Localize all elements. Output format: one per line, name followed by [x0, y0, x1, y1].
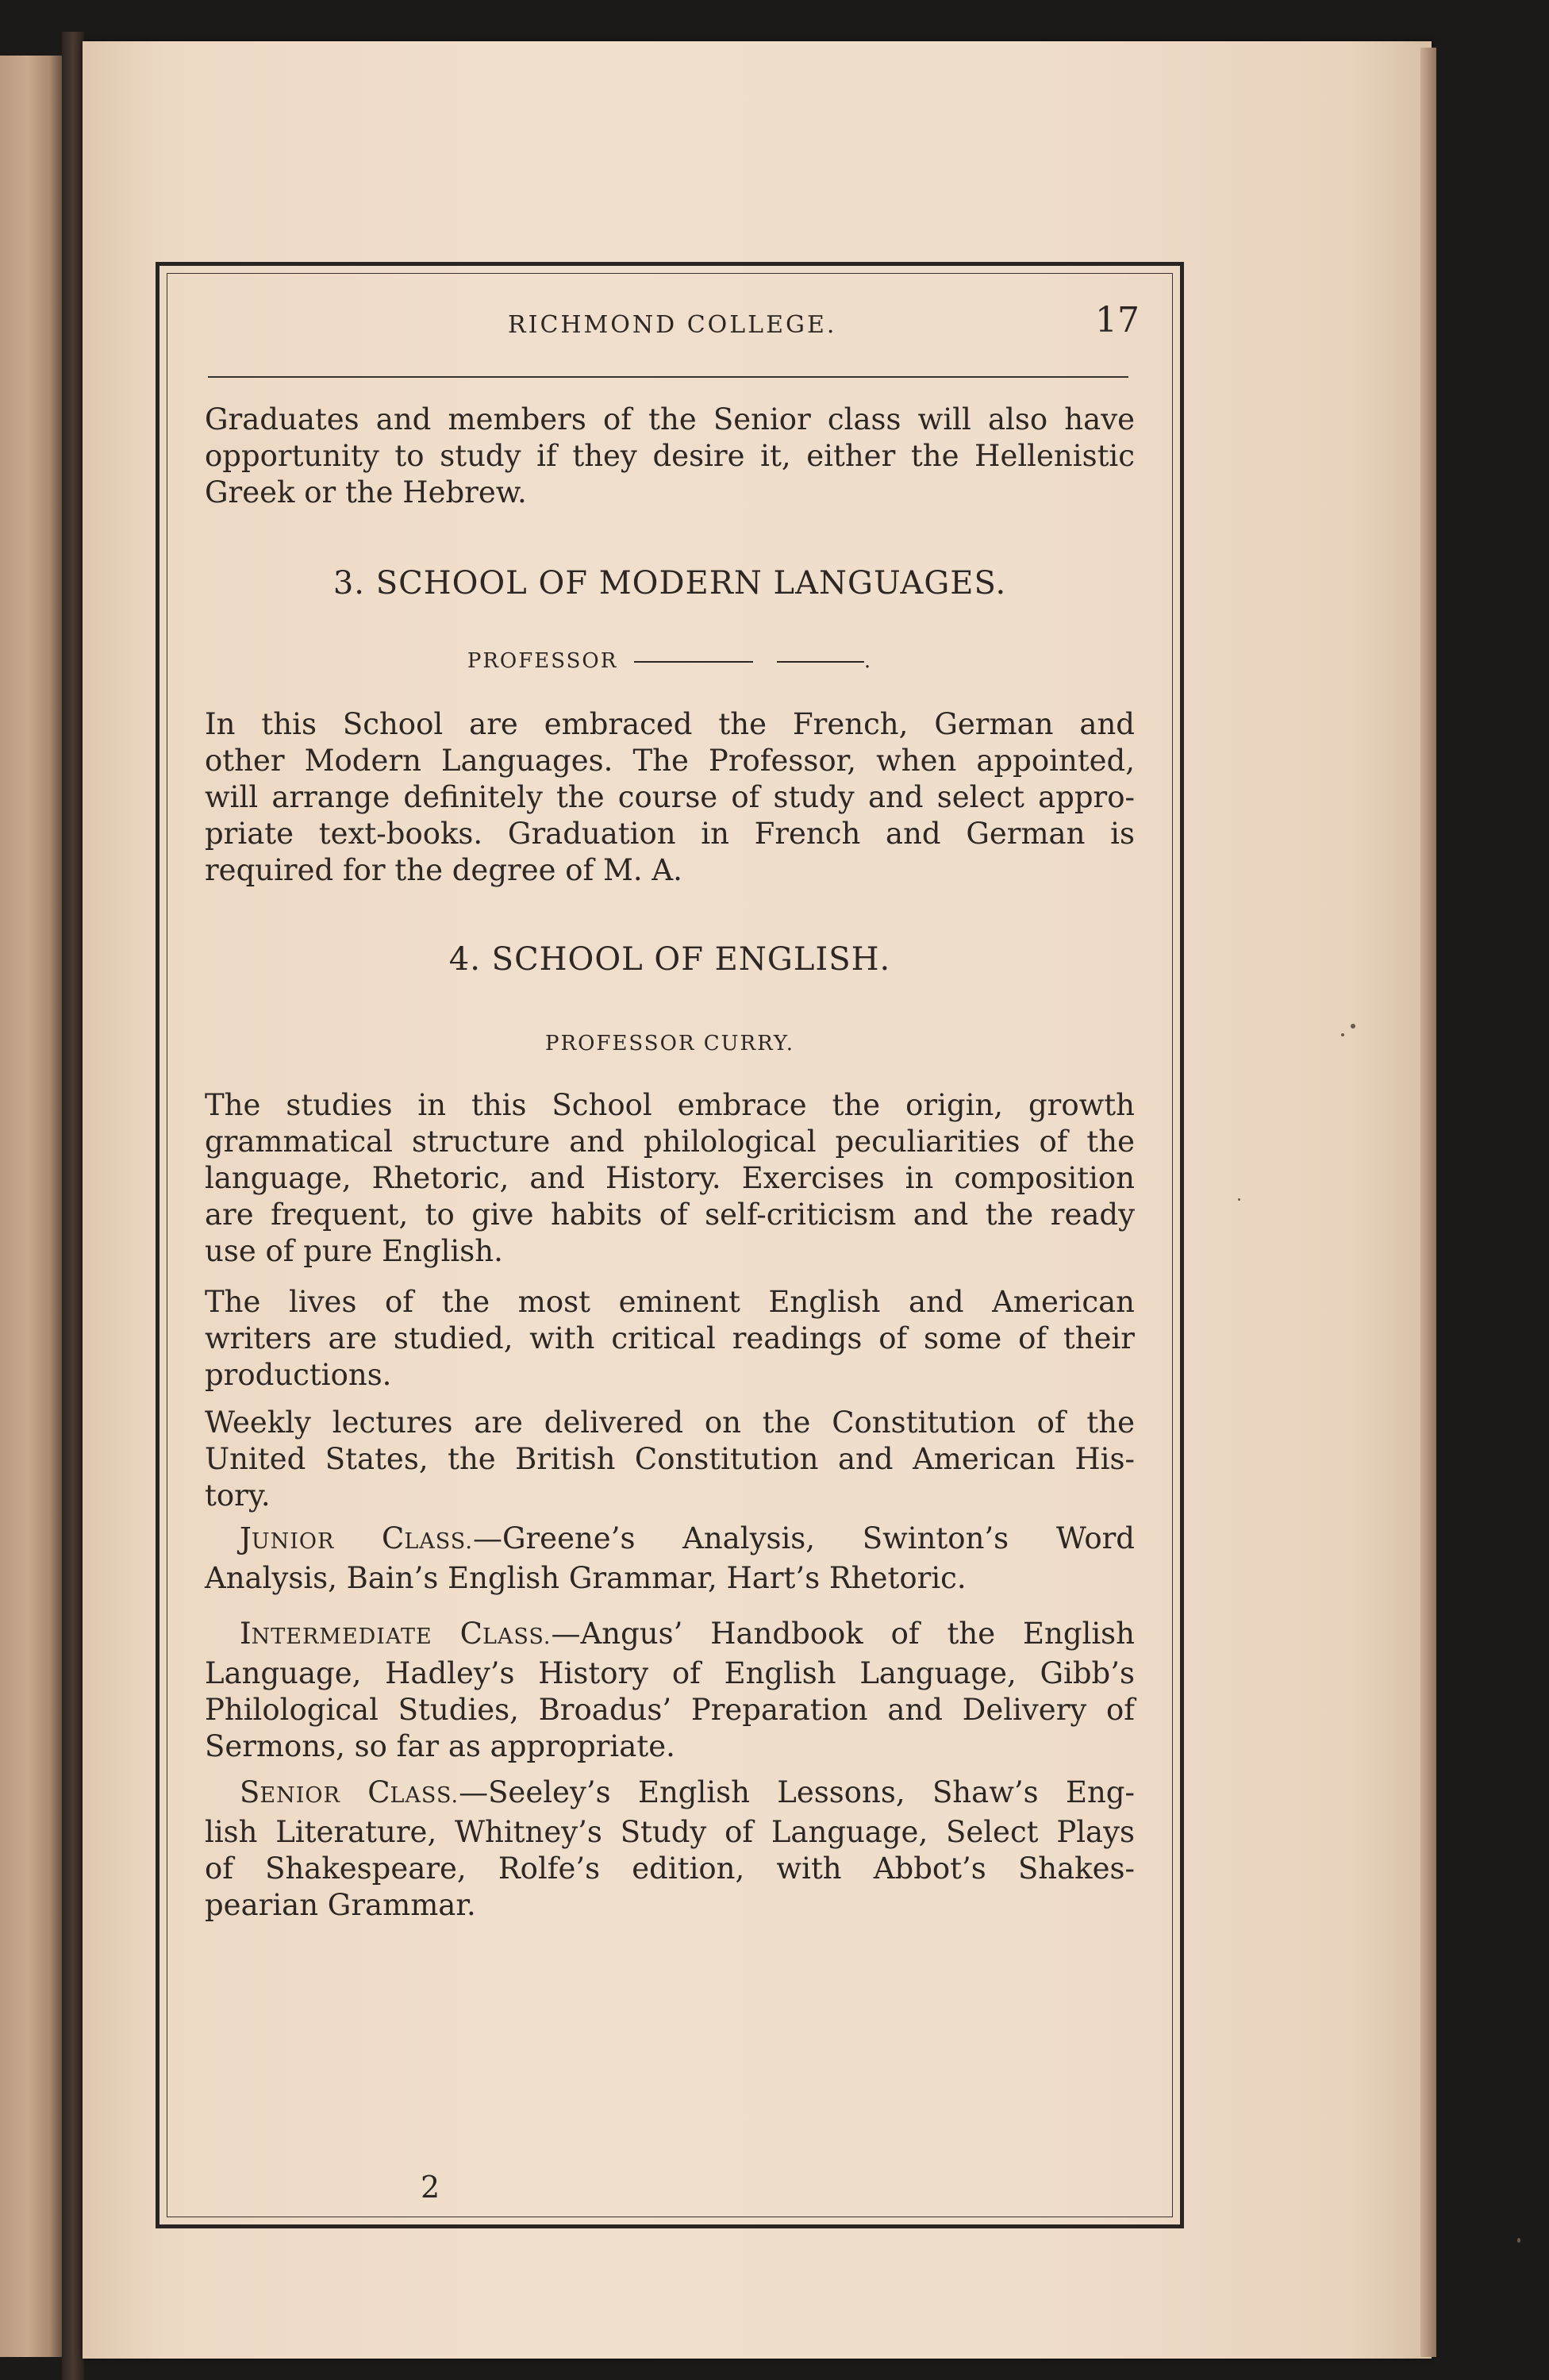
text-line: Language, Hadley’s History of English Language, Gibb’s [205, 1656, 1135, 1690]
text-line: United States, the British Constitution and American His- [205, 1442, 1135, 1476]
text-line: The studies in this School embrace the origin, growth [205, 1088, 1135, 1122]
text-line: grammatical structure and philological peculiarities of the [205, 1125, 1135, 1159]
text-line [205, 1616, 1135, 1655]
class-label-initial: C [382, 1521, 405, 1555]
section-heading-english: 4. SCHOOL OF ENGLISH. [448, 941, 891, 978]
text-line: Sermons, so far as appropriate. [205, 1729, 675, 1763]
professor-label: PROFESSOR [467, 649, 618, 673]
text-line: other Modern Languages. The Professor, when appointed, [205, 744, 1135, 778]
text-line: will arrange definitely the course of study and select appro- [205, 780, 1135, 814]
class-text: —Seeley’s English Lessons, Shaw’s Eng- [459, 1775, 1135, 1809]
class-text: —Greene’s Analysis, Swinton’s Word [472, 1521, 1135, 1555]
text-line: Greek or the Hebrew. [205, 475, 527, 509]
text-line: tory. [205, 1478, 271, 1513]
header-rule [208, 376, 1128, 378]
modern-languages-paragraph [205, 706, 1135, 889]
speck [1517, 2238, 1520, 2243]
text-line: required for the degree of M. A. [205, 853, 682, 887]
class-label-initial: I [240, 1617, 252, 1651]
text-line: priate text-books. Graduation in French and German is [205, 817, 1135, 851]
professor-line-english: PROFESSOR CURRY. [545, 1032, 794, 1055]
class-text: —Angus’ Handbook of the English [551, 1617, 1135, 1651]
speck [1351, 1024, 1355, 1029]
english-paragraph-studies [205, 1087, 1135, 1270]
signature-mark: 2 [421, 2170, 440, 2205]
professor-suffix: . [863, 649, 873, 673]
class-label-initial: C [459, 1617, 482, 1651]
english-paragraph-lectures [205, 1405, 1135, 1514]
professor-line-modern-languages [205, 649, 1135, 673]
text-line: use of pure English. [205, 1234, 503, 1268]
class-label-initial: S [240, 1775, 260, 1809]
blank-rule [634, 661, 753, 663]
class-label-rest: UNIOR [251, 1529, 335, 1554]
class-label-rest: NTERMEDIATE [251, 1624, 432, 1649]
text-line: writers are studied, with critical readings of some of their [205, 1321, 1135, 1355]
running-head: RICHMOND COLLEGE. [508, 311, 837, 339]
class-label-initial: C [367, 1775, 390, 1809]
intermediate-class-paragraph [205, 1616, 1135, 1765]
text-line: Graduates and members of the Senior class will also have [205, 402, 1135, 436]
page-number: 17 [1095, 300, 1140, 340]
book-gutter [62, 32, 84, 2380]
page-fore-edge [1420, 48, 1436, 2357]
text-line [205, 1521, 1135, 1560]
text-line: pearian Grammar. [205, 1888, 476, 1922]
class-label-rest: LASS. [404, 1529, 473, 1554]
text-line: productions. [205, 1358, 392, 1392]
english-paragraph-writers [205, 1284, 1135, 1394]
class-label-rest: LASS. [482, 1624, 552, 1649]
text-line: language, Rhetoric, and History. Exercises in composition [205, 1161, 1135, 1195]
left-page-edge [0, 56, 62, 2357]
text-line: Philological Studies, Broadus’ Preparation and Delivery of [205, 1693, 1135, 1727]
text-line: lish Literature, Whitney’s Study of Language, Select Plays [205, 1815, 1135, 1849]
text-line: Analysis, Bain’s English Grammar, Hart’s Rhetoric. [205, 1561, 967, 1595]
text-line: of Shakespeare, Rolfe’s edition, with Abbot’s Shakes- [205, 1851, 1135, 1886]
text-line [205, 1774, 1135, 1814]
class-label-rest: ENIOR [259, 1783, 340, 1808]
class-label-initial: J [240, 1521, 252, 1555]
senior-class-paragraph [205, 1774, 1135, 1924]
text-line: are frequent, to give habits of self-criticism and the ready [205, 1198, 1135, 1232]
text-line: The lives of the most eminent English and American [205, 1285, 1135, 1319]
text-line: Weekly lectures are delivered on the Constitution of the [205, 1405, 1135, 1440]
text-line: opportunity to study if they desire it, either the Hellenistic [205, 439, 1135, 473]
blank-rule [777, 661, 864, 663]
class-label-rest: LASS. [390, 1783, 459, 1808]
intro-paragraph [205, 402, 1135, 511]
section-heading-modern-languages: 3. SCHOOL OF MODERN LANGUAGES. [332, 565, 1007, 602]
junior-class-paragraph [205, 1521, 1135, 1597]
speck [1238, 1198, 1240, 1201]
speck [1341, 1033, 1344, 1036]
text-line: In this School are embraced the French, German and [205, 707, 1135, 741]
